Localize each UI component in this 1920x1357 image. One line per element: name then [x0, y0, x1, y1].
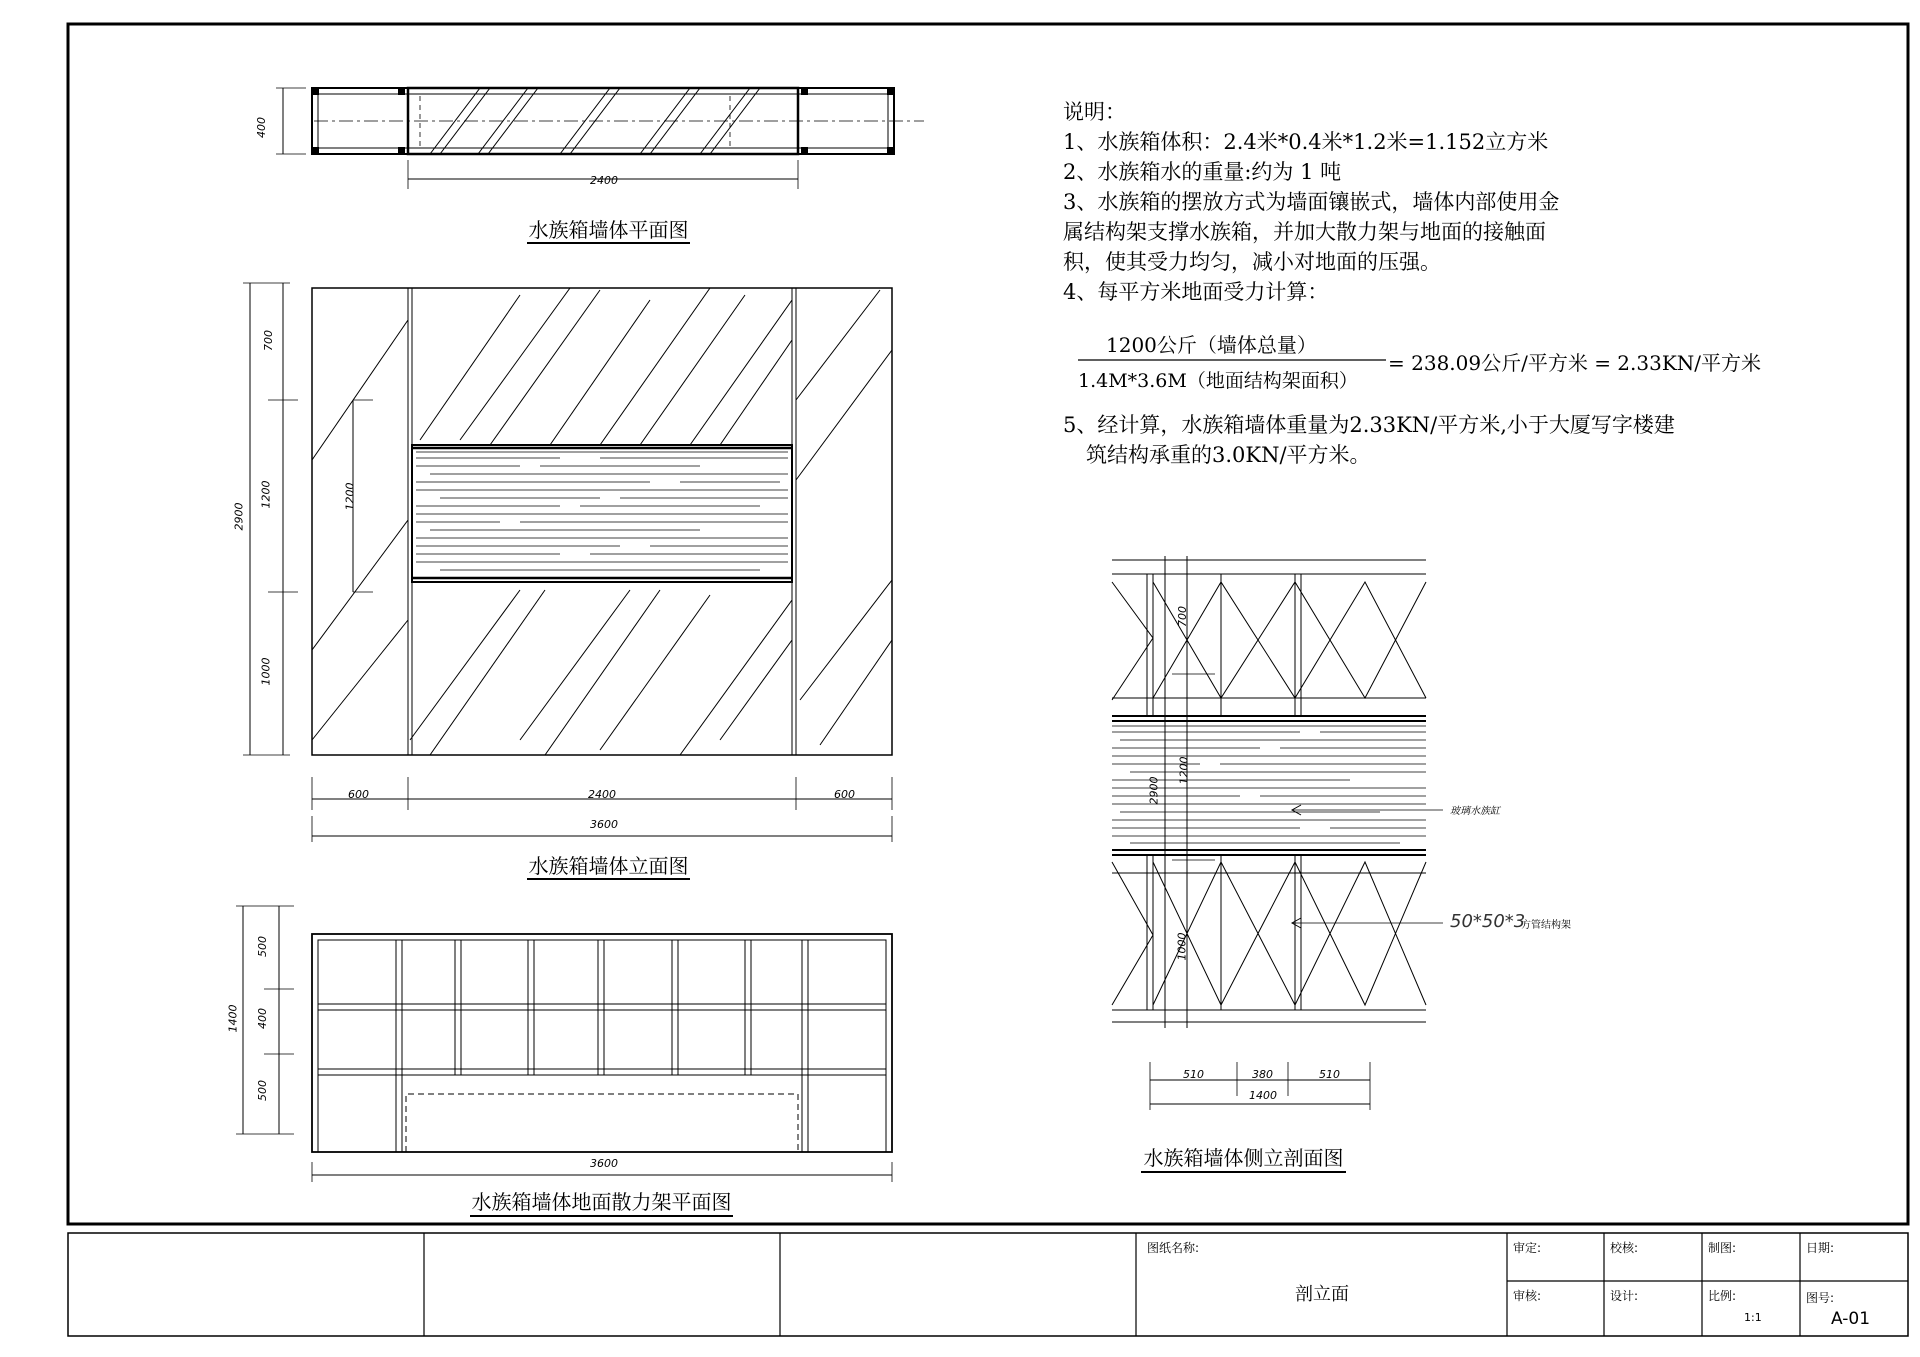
frame-row2-dim: 400 — [256, 1008, 269, 1029]
frame-total-width-dim: 3600 — [590, 1157, 618, 1170]
elev-top-dim: 700 — [262, 330, 275, 351]
frame-total-depth-dim: 1400 — [226, 1004, 240, 1033]
plan-depth-dim: 400 — [255, 117, 268, 138]
note-item-2: 2、水族箱水的重量:约为 1 吨 — [1063, 160, 1342, 184]
note-item-5-line-1: 5、经计算，水族箱墙体重量为2.33KN/平方米,小于大厦写字楼建 — [1063, 413, 1675, 437]
elev-bottom-dim: 1000 — [259, 657, 273, 686]
elev-right-dim: 600 — [834, 788, 855, 801]
section-w3-dim: 510 — [1319, 1068, 1340, 1081]
scale-label: 比例: — [1708, 1289, 1737, 1303]
section-bottom-dim: 1000 — [1175, 932, 1189, 961]
section-view-title: 水族箱墙体侧立剖面图 — [1143, 1146, 1344, 1170]
elev-middle-dim: 1200 — [259, 480, 273, 509]
note-item-1: 1、水族箱体积：2.4米*0.4米*1.2米=1.152立方米 — [1063, 130, 1549, 154]
note-item-3-line-3: 积，使其受力均匀，减小对地面的压强。 — [1063, 250, 1441, 274]
note-item-3-line-2: 属结构架支撑水族箱，并加大散力架与地面的接触面 — [1063, 220, 1546, 244]
section-view-drawing — [1112, 556, 1443, 1172]
drawing-number-label: 图号: — [1806, 1291, 1835, 1305]
reviewed-label: 审核: — [1513, 1289, 1542, 1303]
proofread-label: 校核: — [1610, 1241, 1639, 1255]
section-total-width-dim: 1400 — [1249, 1089, 1277, 1102]
steel-frame-size-callout: 50*50*3 — [1450, 911, 1526, 932]
note-item-5-line-2: 筑结构承重的3.0KN/平方米。 — [1086, 443, 1371, 467]
section-w2-dim: 380 — [1252, 1068, 1273, 1081]
frame-plan-view-drawing — [236, 906, 892, 1216]
formula-denominator: 1.4M*3.6M（地面结构架面积） — [1078, 370, 1358, 392]
elev-tank-width-dim: 2400 — [588, 788, 616, 801]
note-item-3-line-1: 3、水族箱的摆放方式为墙面镶嵌式，墙体内部使用金 — [1063, 190, 1560, 214]
formula-numerator: 1200公斤（墙体总量） — [1106, 333, 1317, 357]
designed-label: 设计: — [1610, 1289, 1639, 1303]
frame-row3-dim: 500 — [256, 1080, 269, 1101]
approved-label: 审定: — [1513, 1241, 1542, 1255]
elevation-view-title: 水族箱墙体立面图 — [528, 854, 689, 878]
drawn-label: 制图: — [1708, 1241, 1737, 1255]
frame-plan-view-title: 水族箱墙体地面散力架平面图 — [471, 1190, 732, 1214]
elev-total-width-dim: 3600 — [590, 818, 618, 831]
date-label: 日期: — [1806, 1241, 1835, 1255]
elevation-view-drawing — [243, 283, 892, 879]
plan-view-title: 水族箱墙体平面图 — [528, 218, 689, 242]
notes-heading: 说明： — [1063, 100, 1126, 124]
sheet-border — [68, 24, 1908, 1336]
note-item-4: 4、每平方米地面受力计算： — [1063, 280, 1329, 304]
steel-frame-type-callout: 方管结构架 — [1521, 920, 1571, 931]
formula-result: = 238.09公斤/平方米 = 2.33KN/平方米 — [1388, 351, 1762, 375]
glass-tank-callout: 玻璃水族缸 — [1450, 806, 1500, 817]
section-total-height-dim: 2900 — [1147, 776, 1161, 805]
section-middle-dim: 1200 — [1177, 756, 1191, 785]
section-w1-dim: 510 — [1183, 1068, 1204, 1081]
elev-total-height-dim: 2900 — [232, 502, 246, 531]
frame-row1-dim: 500 — [256, 936, 269, 957]
drawing-name: 剖立面 — [1295, 1284, 1349, 1305]
plan-width-dim: 2400 — [590, 174, 618, 187]
drawing-name-label: 图纸名称: — [1147, 1241, 1200, 1255]
elev-left-dim: 600 — [348, 788, 369, 801]
scale-value: 1:1 — [1744, 1311, 1762, 1324]
section-top-dim: 700 — [1176, 606, 1189, 627]
elev-tank-height-dim: 1200 — [343, 482, 357, 511]
drawing-number: A-01 — [1831, 1309, 1871, 1329]
